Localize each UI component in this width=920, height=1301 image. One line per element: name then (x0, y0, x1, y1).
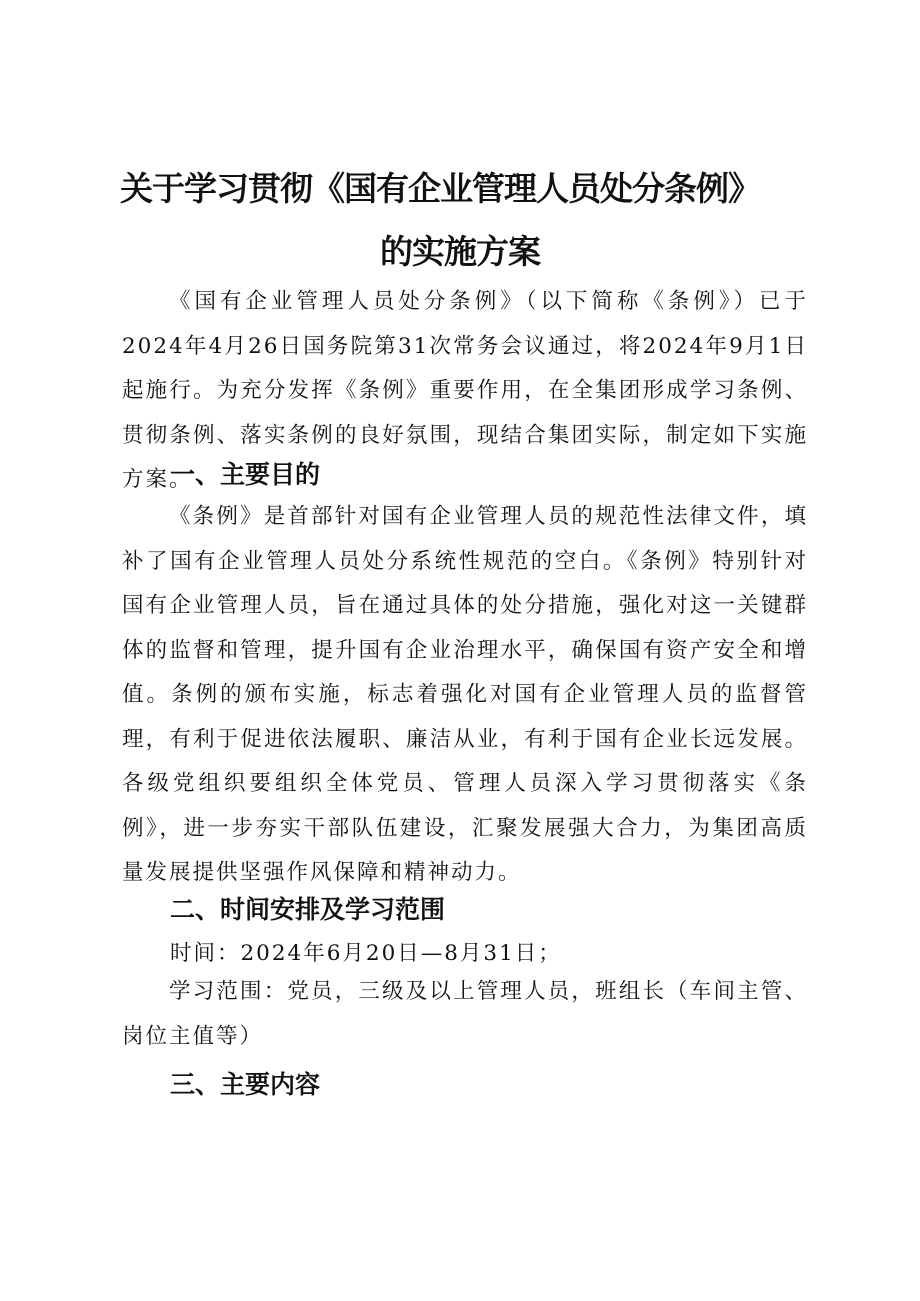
intro-paragraph: 《国有企业管理人员处分条例》（以下简称《条例》）已于2024年4月26日国务院第31次常务会议通过，将2024年9月1日起施行。为充分发挥《条例》重要作用，在全集团形成学习条例、贯彻条例、落实条例的良好氛围，现结合集团实际，制定如下实施方案。 (122, 289, 808, 492)
section-1-heading: 一、主要目的 (170, 460, 321, 489)
section-2-scope: 学习范围：党员，三级及以上管理人员，班组长（车间主管、岗位主值等） (122, 979, 808, 1049)
section-1-body: 《条例》是首部针对国有企业管理人员的规范性法律文件，填补了国有企业管理人员处分系统性规范的空白。《条例》特别针对国有企业管理人员，旨在通过具体的处分措施，强化对这一关键群体的监督和管理，提升国有企业治理水平，确保国有资产安全和增值。条例的颁布实施，标志着强化对国有企业管理人员的监督管理，有利于促进依法履职、廉洁从业，有利于国有企业长远发展。各级党组织要组织全体党员、管理人员深入学习贯彻落实《条例》，进一步夯实干部队伍建设，汇聚发展强大合力，为集团高质量发展提供坚强作风保障和精神动力。 (122, 504, 808, 885)
section-3-heading: 三、主要内容 (170, 1070, 321, 1099)
document-title-line-2: 的实施方案 (380, 232, 540, 271)
document-title-line-1: 关于学习贯彻《国有企业管理人员处分条例》 (120, 169, 760, 208)
section-2-time: 时间：2024年6月20日—8月31日； (170, 941, 562, 966)
section-2-heading: 二、时间安排及学习范围 (170, 895, 446, 924)
